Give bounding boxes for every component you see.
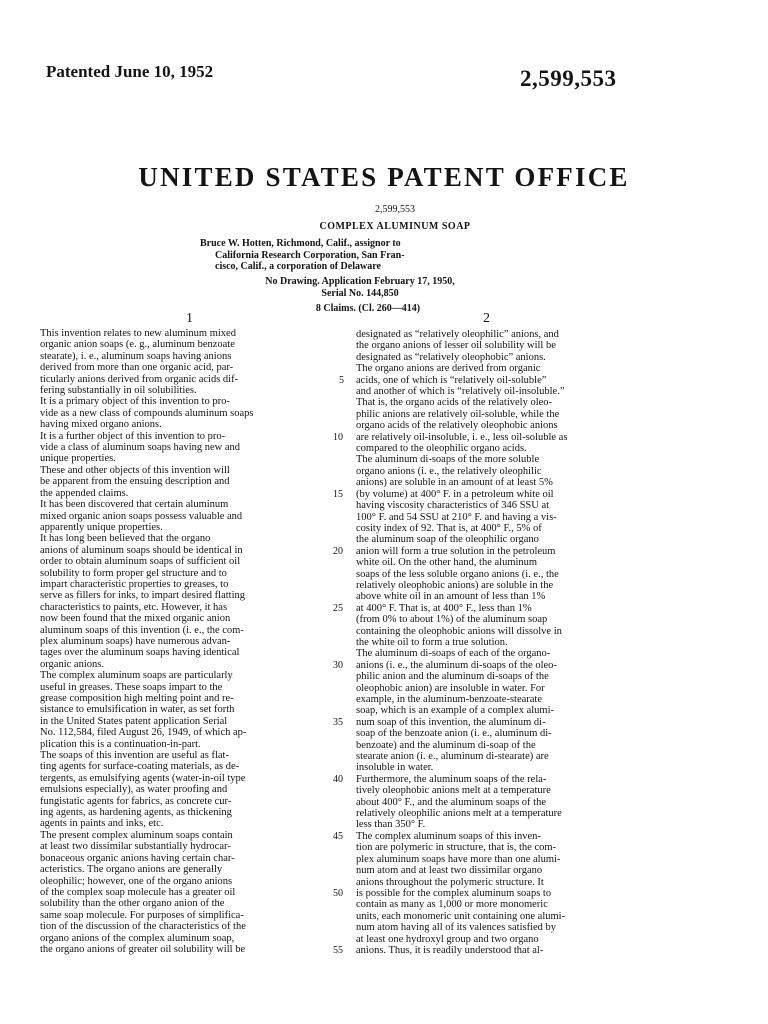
text-line: ting agents for surface-coating materials, as de-: [40, 761, 240, 773]
text-line: is possible for the complex aluminum soaps to: [356, 887, 552, 899]
text-line: less than 350° F.: [356, 819, 426, 831]
text-line: at least one hydroxyl group and two organo: [356, 933, 539, 945]
text-line: fungistatic agents for fabrics, as concrete cur-: [40, 795, 232, 807]
filing-line: Serial No. 144,850: [321, 287, 399, 299]
text-line: No. 112,584, filed August 26, 1949, of which ap-: [40, 727, 247, 739]
text-line: The aluminum di-soaps of each of the organo-: [356, 648, 551, 660]
text-line: benzoate) and the aluminum di-soap of the: [356, 739, 536, 751]
text-line: example, in the aluminum-benzoate-stearate: [356, 694, 543, 705]
text-line: above white oil in an amount of less than 1%: [356, 591, 546, 603]
text-line: grease composition high melting point and re-: [40, 693, 234, 704]
text-line: emulsions especially), as water proofing and: [40, 784, 228, 796]
text-line: organic anion soaps (e. g., aluminum benzoate: [40, 339, 235, 351]
text-line: designated as “relatively oleophobic” anions.: [356, 351, 546, 363]
text-line: stearate anion (i. e., aluminum di-stearate) are: [356, 751, 549, 763]
claims-classification: 8 Claims. (Cl. 260—414): [315, 303, 421, 314]
text-line: bonaceous organic anions having certain char-: [40, 852, 235, 864]
text-line: having viscosity characteristics of 346 SSU at: [356, 500, 550, 512]
text-line: solubility than the other organo anion of the: [40, 898, 225, 910]
line-number: 15: [333, 488, 343, 500]
text-line: and another of which is “relatively oil-insoluble.”: [356, 386, 565, 398]
text-line: soap of the benzoate anion (i. e., aluminum di-: [356, 728, 552, 740]
text-line: acteristics. The organo anions are generally: [40, 864, 223, 876]
text-line: organo acids of the relatively oleophobic anions: [356, 420, 558, 432]
text-line: oleophilic; however, one of the organo anions: [40, 875, 233, 887]
text-line: at least two dissimilar substantially hydrocar-: [40, 841, 231, 853]
text-line: organo anions of the complex aluminum soap,: [40, 932, 235, 944]
text-line: aluminum soaps of this invention (i. e., the com-: [40, 624, 244, 636]
text-line: impart characteristic properties to greases, to: [40, 578, 229, 590]
text-line: in the United States patent application Serial: [40, 715, 228, 727]
text-line: ing agents, as hardening agents, as thickening: [40, 807, 232, 819]
text-line: same soap molecule. For purposes of simplifica-: [40, 909, 244, 921]
text-line: characteristics to paints, etc. However, it has: [40, 601, 228, 613]
text-line: containing the oleophobic anions will dissolve in: [356, 625, 562, 637]
text-line: relatively oleophobic anions) are soluble in the: [356, 579, 554, 591]
text-line: agents in paints and inks, etc.: [40, 818, 164, 830]
text-line: organo anions (i. e., the relatively oleophilic: [356, 465, 542, 477]
text-line: The complex aluminum soaps of this inven-: [356, 830, 541, 842]
text-line: contain as many as 1,000 or more monomeric: [356, 899, 548, 911]
text-line: organic anions.: [40, 658, 104, 670]
column-2-text: [356, 329, 646, 956]
column-1-text: [40, 328, 330, 955]
text-line: having mixed organo anions.: [40, 419, 162, 431]
text-line: anions (i. e., the aluminum di-soaps of the oleo-: [356, 659, 557, 671]
text-line: It has been discovered that certain aluminum: [40, 499, 229, 511]
text-line: the appended claims.: [40, 487, 129, 499]
inventor-line: cisco, Calif., a corporation of Delaware: [215, 261, 381, 272]
text-line: anions of aluminum soaps should be identical in: [40, 544, 243, 556]
line-number: 25: [333, 602, 343, 614]
text-line: Furthermore, the aluminum soaps of the rela-: [356, 773, 547, 785]
line-number: 20: [333, 545, 343, 557]
text-line: tages over the aluminum soaps having identical: [40, 647, 240, 659]
text-line: soaps of the less soluble organo anions (i. e., the: [356, 568, 559, 580]
column-number-2: 2: [483, 311, 490, 326]
text-line: plication this is a continuation-in-part.: [40, 738, 201, 750]
text-line: tion of the discussion of the characteristics of the: [40, 921, 246, 933]
line-number: 35: [333, 716, 343, 728]
text-line: tively oleophobic anions melt at a temperature: [356, 785, 551, 797]
text-line: solubility to form proper gel structure and to: [40, 567, 227, 579]
line-number: 55: [333, 944, 343, 956]
text-line: It has long been believed that the organo: [40, 533, 211, 545]
line-number: 10: [333, 431, 343, 443]
office-heading: UNITED STATES PATENT OFFICE: [138, 162, 630, 192]
text-line: sistance to emulsification in water, as set forth: [40, 704, 235, 716]
text-line: These and other objects of this invention will: [40, 464, 230, 476]
filing-line: No Drawing. Application February 17, 1950,: [265, 276, 455, 287]
text-line: white oil. On the other hand, the aluminum: [356, 557, 538, 569]
text-line: useful in greases. These soaps impart to the: [40, 681, 223, 693]
text-line: philic anions are relatively oil-soluble, while the: [356, 408, 560, 420]
filing-block: [210, 276, 510, 299]
text-line: vide as a new class of compounds aluminum soaps: [40, 407, 254, 419]
text-line: mixed organic anion soaps possess valuable and: [40, 510, 243, 522]
text-line: (by volume) at 400° F. in a petroleum white oil: [356, 488, 554, 500]
text-line: The organo anions are derived from organic: [356, 363, 541, 375]
line-number: 30: [333, 659, 343, 671]
text-line: The soaps of this invention are useful as flat-: [40, 750, 229, 762]
text-line: be apparent from the ensuing description and: [40, 476, 230, 488]
text-line: unique properties.: [40, 453, 116, 465]
text-line: now been found that the mixed organic anion: [40, 613, 231, 625]
text-line: tergents, as emulsifying agents (water-in-oil type: [40, 772, 246, 784]
text-line: cosity index of 92. That is, at 400° F., 5% of: [356, 522, 542, 534]
text-line: of the complex soap molecule has a greater oil: [40, 886, 236, 898]
text-line: ticularly anions derived from organic acids dif-: [40, 373, 239, 385]
text-line: anions. Thus, it is readily understood that al-: [356, 944, 544, 956]
text-line: vide a class of aluminum soaps having new and: [40, 442, 241, 454]
text-line: serve as fillers for inks, to impart desired flatting: [40, 590, 245, 602]
patent-number-secondary: 2,599,553: [375, 204, 415, 215]
text-line: oleophobic anion) are insoluble in water. For: [356, 682, 545, 694]
text-line: stearate), i. e., aluminum soaps having anions: [40, 350, 232, 362]
text-line: num atom and at least two dissimilar organo: [356, 865, 543, 877]
text-line: insoluble in water.: [356, 762, 434, 774]
text-line: soap, which is an example of a complex alumi-: [356, 705, 554, 717]
inventor-line: Bruce W. Hotten, Richmond, Calif., assignor to: [200, 238, 401, 249]
text-line: order to obtain aluminum soaps of sufficient oil: [40, 556, 241, 568]
text-line: anion will form a true solution in the petroleum: [356, 545, 556, 557]
inventor-block: [200, 238, 500, 273]
text-line: The complex aluminum soaps are particularly: [40, 670, 233, 682]
line-number: 50: [333, 887, 343, 899]
text-line: apparently unique properties.: [40, 521, 163, 533]
text-line: compared to the oleophilic organo acids.: [356, 443, 527, 455]
text-line: num soap of this invention, the aluminum di-: [356, 716, 546, 728]
text-line: at 400° F. That is, at 400° F., less than 1%: [356, 602, 532, 614]
text-line: units, each monomeric unit containing one alumi-: [356, 910, 566, 922]
text-line: philic anion and the aluminum di-soaps of the: [356, 671, 549, 683]
text-line: This invention relates to new aluminum mixed: [40, 328, 236, 339]
text-line: plex aluminum soaps have more than one alumi-: [356, 853, 561, 865]
text-line: (from 0% to about 1%) of the aluminum soap: [356, 614, 548, 626]
text-line: derived from more than one organic acid, par-: [40, 362, 234, 374]
patent-date: Patented June 10, 1952: [46, 62, 214, 81]
text-line: anions) are soluble in an amount of at least 5%: [356, 477, 553, 489]
line-number: 45: [333, 830, 343, 842]
text-line: fering substantially in oil solubilities.: [40, 385, 197, 397]
text-line: tion are polymeric in structure, that is, the com-: [356, 842, 557, 854]
text-line: relatively oleophilic anions melt at a temperature: [356, 808, 562, 820]
inventor-line: California Research Corporation, San Fran-: [215, 249, 405, 261]
text-line: num atom having all of its valences satisfied by: [356, 922, 557, 934]
text-line: It is a primary object of this invention to pro-: [40, 396, 230, 408]
text-line: the aluminum soap of the oleophilic organo: [356, 534, 539, 546]
text-line: The aluminum di-soaps of the more soluble: [356, 454, 540, 466]
text-line: the organo anions of greater oil solubility will be: [40, 943, 246, 955]
text-line: the organo anions of lesser oil solubility will be: [356, 340, 556, 352]
text-line: 100° F. and 54 SSU at 210° F. and having a vis-: [356, 511, 557, 523]
text-line: about 400° F., and the aluminum soaps of the: [356, 796, 546, 808]
text-line: designated as “relatively oleophilic” anions, and: [356, 329, 559, 340]
patent-title: COMPLEX ALUMINUM SOAP: [319, 221, 471, 232]
text-line: That is, the organo acids of the relatively oleo-: [356, 397, 553, 409]
text-line: are relatively oil-insoluble, i. e., less oil-soluble as: [356, 431, 568, 443]
line-number: 5: [339, 374, 344, 386]
text-line: It is a further object of this invention to pro-: [40, 430, 226, 442]
patent-number: 2,599,553: [520, 66, 617, 91]
text-line: the white oil to form a true solution.: [356, 636, 508, 648]
line-number: 40: [333, 773, 343, 785]
column-number-1: 1: [186, 311, 193, 326]
text-line: plex aluminum soaps) have numerous advan-: [40, 635, 231, 647]
text-line: anions throughout the polymeric structure. It: [356, 876, 544, 888]
text-line: acids, one of which is “relatively oil-soluble”: [356, 374, 547, 386]
text-line: The present complex aluminum soaps contain: [40, 829, 233, 841]
